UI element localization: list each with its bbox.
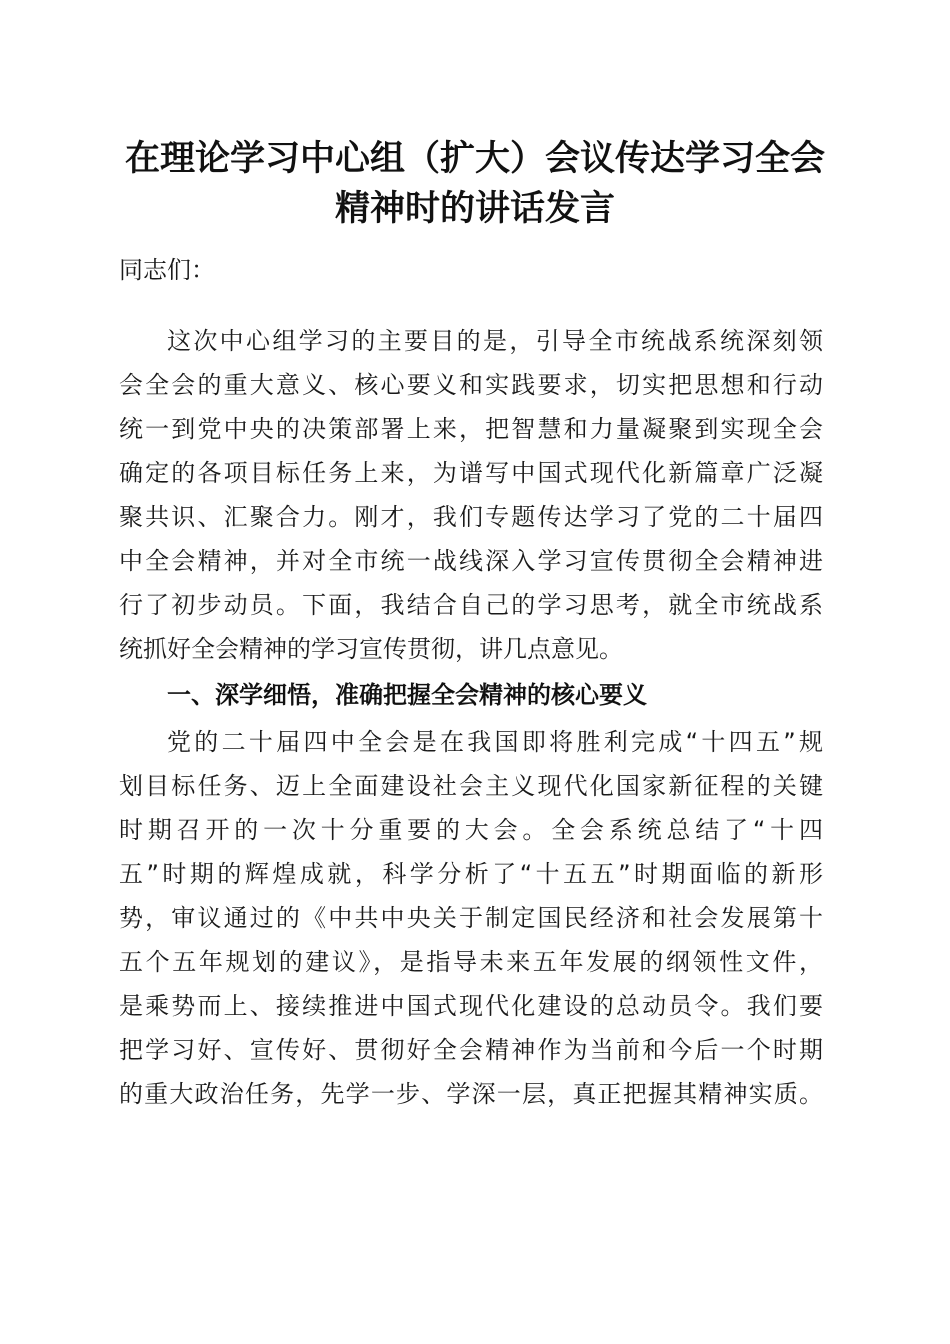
paragraph-line: 中全会精神，并对全市统一战线深入学习宣传贯彻全会精神进 (119, 547, 823, 575)
section-heading: 一、深学细悟，准确把握全会精神的核心要义 (167, 681, 647, 709)
paragraph-line: 五个五年规划的建议》，是指导未来五年发展的纲领性文件， (119, 948, 823, 976)
paragraph-line: 行了初步动员。下面，我结合自己的学习思考，就全市统战系 (119, 591, 823, 619)
paragraph-line: 会全会的重大意义、核心要义和实践要求，切实把思想和行动 (119, 371, 823, 399)
document-title (110, 134, 840, 234)
paragraph-line: 势，审议通过的《中共中央关于制定国民经济和社会发展第十 (119, 904, 823, 932)
paragraph-line: 党的二十届四中全会是在我国即将胜利完成“十四五”规 (167, 728, 823, 756)
paragraph-line: 这次中心组学习的主要目的是，引导全市统战系统深刻领 (167, 327, 823, 355)
title-line-2: 精神时的讲话发言 (334, 188, 615, 229)
title-line-1: 在理论学习中心组（扩大）会议传达学习全会 (124, 138, 825, 179)
paragraph-line: 划目标任务、迈上全面建设社会主义现代化国家新征程的关键 (119, 772, 823, 800)
paragraph-line: 把学习好、宣传好、贯彻好全会精神作为当前和今后一个时期 (119, 1036, 823, 1064)
paragraph-line: 的重大政治任务，先学一步、学深一层，真正把握其精神实质。 (119, 1080, 823, 1108)
paragraph-line: 统抓好全会精神的学习宣传贯彻，讲几点意见。 (119, 635, 623, 663)
paragraph-line: 时期召开的一次十分重要的大会。全会系统总结了“十四 (119, 816, 823, 844)
salutation: 同志们： (119, 256, 215, 284)
paragraph-line: 聚共识、汇聚合力。刚才，我们专题传达学习了党的二十届四 (119, 503, 823, 531)
paragraph-line: 确定的各项目标任务上来，为谱写中国式现代化新篇章广泛凝 (119, 459, 823, 487)
paragraph-line: 是乘势而上、接续推进中国式现代化建设的总动员令。我们要 (119, 992, 823, 1020)
paragraph-line: 统一到党中央的决策部署上来，把智慧和力量凝聚到实现全会 (119, 415, 823, 443)
paragraph-line: 五”时期的辉煌成就，科学分析了“十五五”时期面临的新形 (119, 860, 823, 888)
